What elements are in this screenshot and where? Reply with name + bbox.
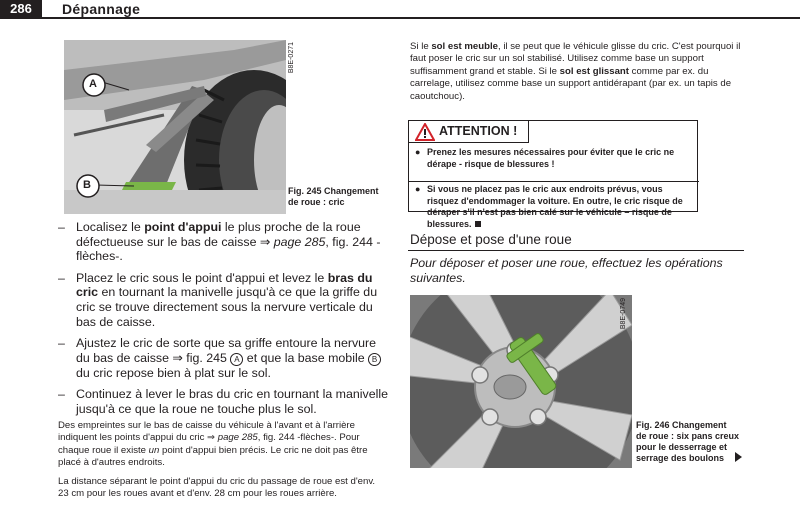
attention-divider xyxy=(409,181,699,182)
warning-icon xyxy=(415,123,435,141)
list-item: – Ajustez le cric de sorte que sa griffe entoure la nervure du bas de caisse ⇒ fig. 245 A et que la base mobile B du cric repose bien à plat sur le sol. xyxy=(58,336,388,380)
continue-arrow-icon xyxy=(735,452,742,462)
figure-246-wheel-illustration xyxy=(410,295,632,468)
section-heading: Dépose et pose d'une roue xyxy=(410,232,572,247)
header-rule xyxy=(0,17,800,19)
wheel-illustration xyxy=(410,295,632,468)
attention-box xyxy=(408,120,698,229)
page-reference-link[interactable]: page 285 xyxy=(273,234,326,249)
attention-item: ● Prenez les mesures nécessaires pour éviter que le cric ne dérape - risque de blessures ! xyxy=(415,147,675,169)
figure-246-code: B8E-0749 xyxy=(620,298,627,330)
callout-b: B xyxy=(83,179,91,191)
callout-b-inline: B xyxy=(368,353,381,366)
page-number: 286 xyxy=(0,0,42,18)
figure-246-caption: Fig. 246 Changement de roue : six pans creux pour le desserrage et serrage des boulons xyxy=(636,420,740,463)
figure-245-code: B8E-0271 xyxy=(288,42,295,74)
figure-245-caption xyxy=(288,186,388,208)
figure-245-jack-illustration xyxy=(64,40,286,214)
paragraph-ground: Si le sol est meuble, il se peut que le véhicule glisse du cric. C'est pourquoi il faut poser le cric sur un sol stabilisé. Utilisez comme base un support suffisamment grand et stable. Si le sol est glissant comme par ex. du carrelage, utilisez comme base un support antidérapant (par ex. un tapis de caoutchouc). xyxy=(410,41,741,102)
section-title: Dépannage xyxy=(62,1,141,17)
end-marker-icon xyxy=(475,221,481,227)
jack-illustration xyxy=(64,40,286,214)
attention-header xyxy=(409,121,529,143)
list-item: – Continuez à lever le bras du cric en tournant la manivelle jusqu'à ce que la roue ne touche plus le sol. xyxy=(58,387,388,416)
paragraph-distance: La distance séparant le point d'appui du cric du passage de roue est d'env. 23 cm pour les roues avant et d'env. 28 cm pour les roues arrière. xyxy=(58,476,376,500)
caption-fig: Fig. 245 xyxy=(288,186,322,196)
list-item: – Localisez le point d'appui le plus proche de la roue défectueuse sur le bas de caisse ⇒ page 285, fig. 244 -flèches-. xyxy=(58,220,381,264)
caption-line2: de roue : cric xyxy=(288,197,345,207)
attention-item: ● Si vous ne placez pas le cric aux endroits prévus, vous risquez d'endommager la voiture. En outre, le cric risque de déraper s'il n'est pas bien calé sur le véhicule – risque de blessures. xyxy=(415,184,683,229)
step-list xyxy=(58,220,388,424)
section-intro: Pour déposer et poser une roue, effectuez les opérations suivantes. xyxy=(410,256,723,285)
paragraph-jack-points: Des empreintes sur le bas de caisse du véhicule à l'avant et à l'arrière indiquent les points d'appui du cric ⇒ page 285, fig. 244 -flèches-. Pour chaque roue il existe un point d'appui bien précis. Le cric ne doit pas être placé à d'autres endroits. xyxy=(58,420,368,469)
section-rule xyxy=(408,250,744,251)
attention-title: ATTENTION ! xyxy=(439,124,518,138)
callout-a-inline: A xyxy=(230,353,243,366)
callout-a: A xyxy=(89,78,97,90)
list-item: – Placez le cric sous le point d'appui et levez le bras du cric en tournant la manivelle jusqu'à ce que la griffe du cric se trouve directement sous la nervure verticale du bas de caisse. xyxy=(58,270,378,329)
caption-title: Changement xyxy=(324,186,379,196)
page-reference-link[interactable]: page 285 xyxy=(217,432,258,444)
